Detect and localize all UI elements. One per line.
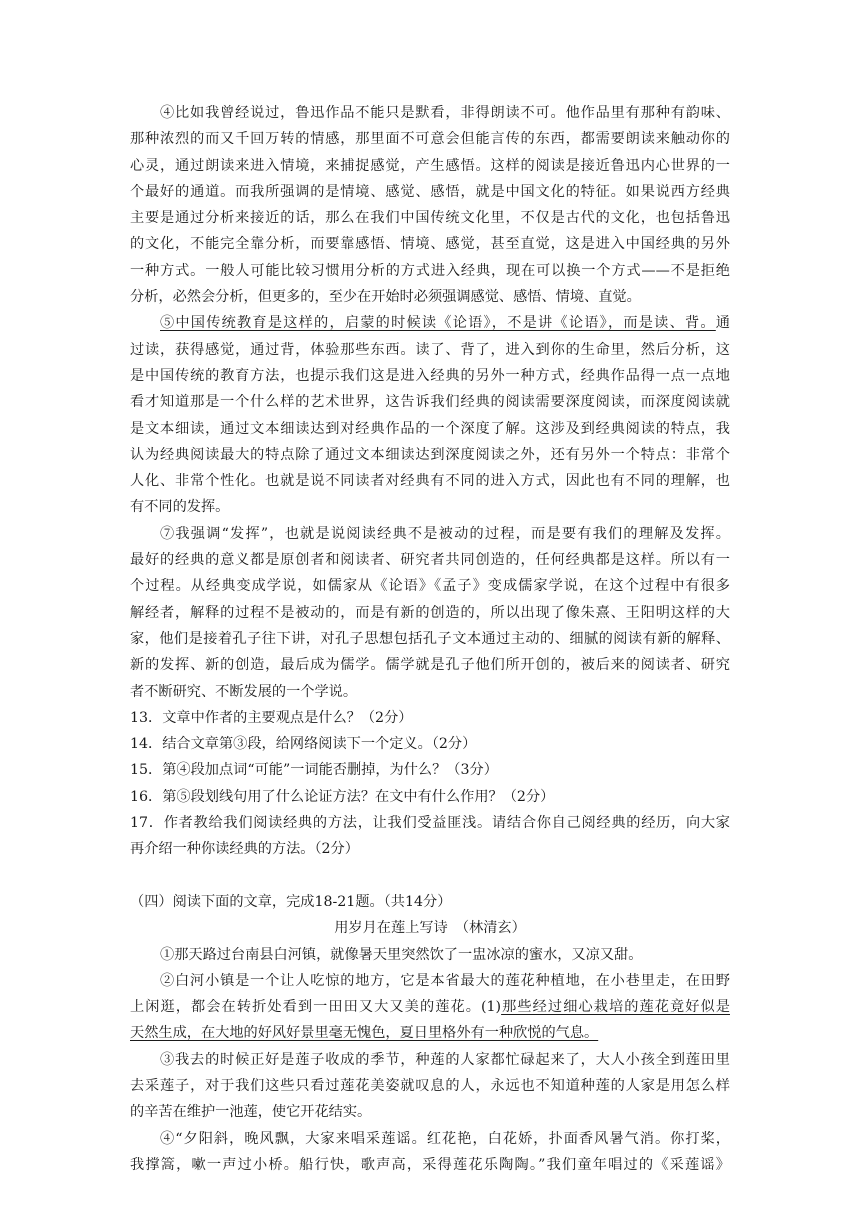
article-paragraph-2-line: ②白河小镇是一个让人吃惊的地方，它是本省最大的莲花种植地，在小巷里走，在田野 — [160, 972, 730, 989]
paragraph-5-line: 认为经典阅读最大的特点除了通过文本细读达到深度阅读之外，还有另外一个特点：非常个 — [130, 446, 730, 463]
paragraph-7-line: 最好的经典的意义都是原创者和阅读者、研究者共同创造的，任何经典都是这样。所以有一 — [130, 552, 730, 569]
paragraph-4-line — [130, 258, 730, 284]
question-17: 17．作者教给我们阅读经典的方法，让我们受益匪浅。请结合你自己阅经典的经历，向大家 — [130, 815, 730, 832]
article-paragraph-2-line — [130, 994, 730, 1020]
question-16: 16．第⑤段划线句用了什么论证方法？在文中有什么作用？（2分） — [130, 788, 555, 805]
paragraph-7-line: 者不断研究、不断发展的一个学说。 — [130, 683, 358, 700]
paragraph-5-line: 有不同的发挥。 — [130, 499, 230, 516]
article-paragraph-3-line: 的辛苦在维护一池莲，使它开花结实。 — [130, 1104, 372, 1121]
question-17-continued: 再介绍一种你读经典的方法。（2分） — [130, 841, 359, 858]
paragraph-4-line: 心灵，通过朗读来进入情境，来捕捉感觉，产生感悟。这样的阅读是接近鲁迅内心世界的一 — [130, 157, 730, 174]
text-segment: 能比较习惯用分析的方式进入经典，现在可以换一个方式——不是拒绝 — [265, 262, 730, 279]
paragraph-5-line: 是文本细读，通过文本细读达到对经典作品的一个深度了解。这涉及到经典阅读的特点，我 — [130, 420, 730, 437]
paragraph-4-line: 的文化，不能完全靠分析，而要靠感悟、情境、感觉，甚至直觉，这是进入中国经典的另外 — [130, 236, 730, 253]
underlined-sentence: ⑤中国传统教育是这样的，启蒙的时候读《论语》，不是讲《论语》，而是读、背。 — [160, 315, 716, 332]
underlined-sentence: 那些经过细心栽培的莲花竟好似是 — [501, 999, 730, 1016]
article-paragraph-3-line: 去采莲子，对于我们这些只看过莲花美姿就叹息的人，永远也不知道种莲的人家是用怎么样 — [130, 1077, 730, 1094]
question-14: 14．结合文章第③段，给网络阅读下一个定义。（2分） — [130, 736, 477, 753]
paragraph-5-line: 是中国传统的教育方法，也提示我们这是进入经典的另外一种方式，经典作品得一点一点地 — [130, 367, 730, 384]
paragraph-7-line: 新的发挥、新的创造，最后成为儒学。儒学就是孔子他们所开创的，被后来的阅读者、研究 — [130, 657, 730, 674]
paragraph-5-line: 过读，获得感觉，通过背，体验那些东西。读了、背了，进入到你的生命里，然后分析，这 — [130, 341, 730, 358]
paragraph-4-line: ④比如我曾经说过，鲁迅作品不能只是默看，非得朗读不可。他作品里有那种有韵味、 — [160, 105, 730, 121]
paragraph-4-line: 个最好的通道。而我所强调的是情境、感觉、感悟，就是中国文化的特征。如果说西方经典 — [130, 183, 730, 200]
article-paragraph-4-line: ④“夕阳斜，晚风飘，大家来唱采莲谣。红花艳，白花娇，扑面香风暑气消。你打桨， — [160, 1130, 730, 1147]
text-segment: 通 — [715, 315, 730, 332]
section-4-header: （四）阅读下面的文章，完成18-21题。（共14分） — [130, 893, 452, 910]
paragraph-7-line: ⑦我强调“发挥”，也就是说阅读经典不是被动的过程，而是要有我们的理解及发挥。 — [160, 525, 730, 542]
paragraph-4-line: 分析，必然会分析，但更多的，至少在开始时必须强调感觉、感悟、情境、直觉。 — [130, 289, 641, 306]
paragraph-5-line: 看才知道那是一个什么样的艺术世界，这告诉我们经典的阅读需要深度阅读，而深度阅读就 — [130, 394, 730, 411]
document-page — [130, 100, 730, 1178]
spacer — [130, 863, 730, 889]
paragraph-4-line: 主要是通过分析来接近的话，那么在我们中国传统文化里，不仅是古代的文化，也包括鲁迅 — [130, 210, 730, 227]
article-paragraph-2-line — [130, 1020, 730, 1046]
text-segment: 上闲逛，都会在转折处看到一田田又大又美的莲花。(1) — [130, 999, 502, 1016]
paragraph-7-line: 个过程。从经典变成学说，如儒家从《论语》《孟子》变成儒家学说，在这个过程中有很多 — [130, 578, 730, 595]
text-segment: 一种方式。一般人 — [130, 262, 251, 279]
paragraph-5-line: 人化、非常个性化。也就是说不同读者对经典有不同的进入方式，因此也有不同的理解，也 — [130, 473, 730, 490]
article-title: 用岁月在莲上写诗 （林清玄） — [334, 920, 526, 937]
question-15: 15．第④段加点词“可能”一词能否删掉，为什么？（3分） — [130, 762, 498, 779]
emphasis-dot-char: 可 — [250, 262, 266, 279]
paragraph-4-line: 那种浓烈的而又千回万转的情感，那里面不可意会但能言传的东西，都需要朗读来触动你的 — [130, 131, 730, 148]
paragraph-5-line — [130, 310, 730, 336]
question-13: 13．文章中作者的主要观点是什么？（2分） — [130, 709, 413, 726]
article-paragraph-1: ①那天路过台南县白河镇，就像暑天里突然饮了一盅冰凉的蜜水，又凉又甜。 — [160, 946, 643, 963]
underlined-sentence: 天然生成，在大地的好风好景里毫无愧色，夏日里格外有一种欣悦的气息。 — [130, 1025, 599, 1042]
paragraph-7-line: 解经者，解释的过程不是被动的，而是有新的创造的，所以出现了像朱熹、王阳明这样的大 — [130, 604, 730, 621]
paragraph-7-line: 家，他们是接着孔子往下讲，对孔子思想包括孔子文本通过主动的、细腻的阅读有新的解释、 — [130, 630, 730, 647]
article-paragraph-3-line: ③我去的时候正好是莲子收成的季节，种莲的人家都忙碌起来了，大人小孩全到莲田里 — [160, 1051, 730, 1068]
article-paragraph-4-line: 我撑篙，嗽一声过小桥。船行快，歌声高，采得莲花乐陶陶。”我们童年唱过的《采莲谣》 — [130, 1156, 730, 1173]
